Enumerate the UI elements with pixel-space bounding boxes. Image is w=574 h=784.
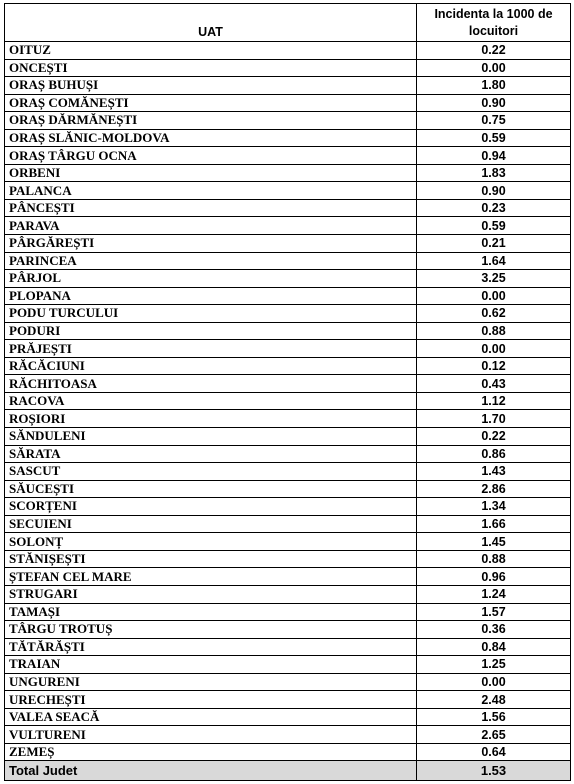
table-row — [5, 199, 571, 217]
uat-name-cell: PÂRGĂREȘTI — [5, 235, 417, 253]
incidence-table — [4, 3, 571, 781]
table-row — [5, 568, 571, 586]
table-row — [5, 270, 571, 288]
table-row — [5, 182, 571, 200]
uat-name-cell: UNGURENI — [5, 673, 417, 691]
header-uat: UAT — [5, 4, 417, 42]
table-row — [5, 515, 571, 533]
table-row — [5, 94, 571, 112]
table-body — [5, 42, 571, 761]
uat-name-cell: RACOVA — [5, 392, 417, 410]
table-row — [5, 480, 571, 498]
uat-name-cell: ORAȘ DĂRMĂNEȘTI — [5, 112, 417, 130]
incidence-value-cell: 0.96 — [417, 568, 571, 586]
uat-name-cell: SĂUCEȘTI — [5, 480, 417, 498]
uat-name-cell: ȘTEFAN CEL MARE — [5, 568, 417, 586]
incidence-value-cell: 0.00 — [417, 287, 571, 305]
uat-name-cell: SCORȚENI — [5, 498, 417, 516]
table-row — [5, 445, 571, 463]
incidence-value-cell: 0.00 — [417, 673, 571, 691]
uat-name-cell: PÂRJOL — [5, 270, 417, 288]
incidence-value-cell: 0.75 — [417, 112, 571, 130]
incidence-value-cell: 2.48 — [417, 691, 571, 709]
table-row — [5, 743, 571, 761]
incidence-value-cell: 0.88 — [417, 322, 571, 340]
table-row — [5, 498, 571, 516]
incidence-value-cell: 0.21 — [417, 235, 571, 253]
incidence-value-cell: 0.23 — [417, 199, 571, 217]
incidence-value-cell: 1.56 — [417, 708, 571, 726]
incidence-value-cell: 1.24 — [417, 585, 571, 603]
uat-name-cell: TÂRGU TROTUȘ — [5, 621, 417, 639]
table-row — [5, 410, 571, 428]
header-incidence — [417, 4, 571, 42]
uat-name-cell: SOLONȚ — [5, 533, 417, 551]
table-row — [5, 217, 571, 235]
incidence-value-cell: 2.65 — [417, 726, 571, 744]
table-row — [5, 375, 571, 393]
uat-name-cell: ORAȘ COMĂNEȘTI — [5, 94, 417, 112]
uat-name-cell: TAMAȘI — [5, 603, 417, 621]
uat-name-cell: ORAȘ BUHUȘI — [5, 77, 417, 95]
table-row — [5, 726, 571, 744]
uat-name-cell: PARAVA — [5, 217, 417, 235]
table-row — [5, 533, 571, 551]
uat-name-cell: VULTURENI — [5, 726, 417, 744]
incidence-value-cell: 0.22 — [417, 428, 571, 446]
uat-name-cell: PARINCEA — [5, 252, 417, 270]
incidence-value-cell: 0.62 — [417, 305, 571, 323]
incidence-value-cell: 1.25 — [417, 656, 571, 674]
table-row — [5, 656, 571, 674]
incidence-value-cell: 0.43 — [417, 375, 571, 393]
uat-name-cell: PRĂJEȘTI — [5, 340, 417, 358]
incidence-value-cell: 1.45 — [417, 533, 571, 551]
incidence-value-cell: 1.57 — [417, 603, 571, 621]
total-label: Total Judet — [5, 761, 417, 781]
incidence-value-cell: 2.86 — [417, 480, 571, 498]
total-value: 1.53 — [417, 761, 571, 781]
incidence-value-cell: 1.83 — [417, 164, 571, 182]
uat-name-cell: PLOPANA — [5, 287, 417, 305]
table-row — [5, 638, 571, 656]
uat-name-cell: ORAȘ TÂRGU OCNA — [5, 147, 417, 165]
uat-name-cell: RĂCHITOASA — [5, 375, 417, 393]
table-row — [5, 463, 571, 481]
uat-name-cell: ROȘIORI — [5, 410, 417, 428]
incidence-value-cell: 1.43 — [417, 463, 571, 481]
uat-name-cell: PALANCA — [5, 182, 417, 200]
table-row — [5, 59, 571, 77]
incidence-value-cell: 1.12 — [417, 392, 571, 410]
table-row — [5, 673, 571, 691]
uat-name-cell: STĂNIȘEȘTI — [5, 550, 417, 568]
table-row — [5, 235, 571, 253]
uat-name-cell: PODU TURCULUI — [5, 305, 417, 323]
table-row — [5, 357, 571, 375]
uat-name-cell: SECUIENI — [5, 515, 417, 533]
table-row — [5, 305, 571, 323]
uat-name-cell: ZEMEȘ — [5, 743, 417, 761]
incidence-value-cell: 0.59 — [417, 129, 571, 147]
table-row — [5, 550, 571, 568]
uat-name-cell: PÂNCEȘTI — [5, 199, 417, 217]
table-row — [5, 603, 571, 621]
table-row — [5, 708, 571, 726]
table-row — [5, 322, 571, 340]
uat-name-cell: RĂCĂCIUNI — [5, 357, 417, 375]
uat-name-cell: ORBENI — [5, 164, 417, 182]
table-row — [5, 428, 571, 446]
table-row — [5, 252, 571, 270]
uat-name-cell: SĂRATA — [5, 445, 417, 463]
table-row — [5, 77, 571, 95]
incidence-value-cell: 1.80 — [417, 77, 571, 95]
incidence-value-cell: 0.84 — [417, 638, 571, 656]
incidence-value-cell: 0.64 — [417, 743, 571, 761]
header-incidence-line1: Incidenta la 1000 de — [434, 6, 553, 21]
incidence-value-cell: 3.25 — [417, 270, 571, 288]
uat-name-cell: ORAȘ SLĂNIC-MOLDOVA — [5, 129, 417, 147]
incidence-value-cell: 1.66 — [417, 515, 571, 533]
uat-name-cell: ONCEȘTI — [5, 59, 417, 77]
incidence-value-cell: 1.34 — [417, 498, 571, 516]
uat-name-cell: SĂNDULENI — [5, 428, 417, 446]
table-row — [5, 112, 571, 130]
table-row — [5, 691, 571, 709]
incidence-value-cell: 0.59 — [417, 217, 571, 235]
uat-name-cell: TRAIAN — [5, 656, 417, 674]
total-row — [5, 761, 571, 781]
incidence-value-cell: 0.90 — [417, 182, 571, 200]
incidence-value-cell: 0.00 — [417, 340, 571, 358]
table-row — [5, 392, 571, 410]
incidence-value-cell: 0.22 — [417, 42, 571, 60]
incidence-value-cell: 0.88 — [417, 550, 571, 568]
uat-name-cell: OITUZ — [5, 42, 417, 60]
incidence-value-cell: 0.86 — [417, 445, 571, 463]
header-incidence-line2: locuitori — [468, 23, 519, 38]
table-row — [5, 147, 571, 165]
incidence-value-cell: 0.36 — [417, 621, 571, 639]
table-row — [5, 164, 571, 182]
incidence-value-cell: 1.64 — [417, 252, 571, 270]
table-row — [5, 340, 571, 358]
table-row — [5, 621, 571, 639]
table-row — [5, 129, 571, 147]
uat-name-cell: SASCUT — [5, 463, 417, 481]
table-row — [5, 42, 571, 60]
uat-name-cell: PODURI — [5, 322, 417, 340]
incidence-value-cell: 0.12 — [417, 357, 571, 375]
uat-name-cell: STRUGARI — [5, 585, 417, 603]
uat-name-cell: TĂTĂRĂȘTI — [5, 638, 417, 656]
incidence-value-cell: 1.70 — [417, 410, 571, 428]
uat-name-cell: VALEA SEACĂ — [5, 708, 417, 726]
table-row — [5, 585, 571, 603]
incidence-value-cell: 0.00 — [417, 59, 571, 77]
incidence-value-cell: 0.94 — [417, 147, 571, 165]
table-header-row — [5, 4, 571, 42]
table-row — [5, 287, 571, 305]
uat-name-cell: URECHEȘTI — [5, 691, 417, 709]
incidence-value-cell: 0.90 — [417, 94, 571, 112]
